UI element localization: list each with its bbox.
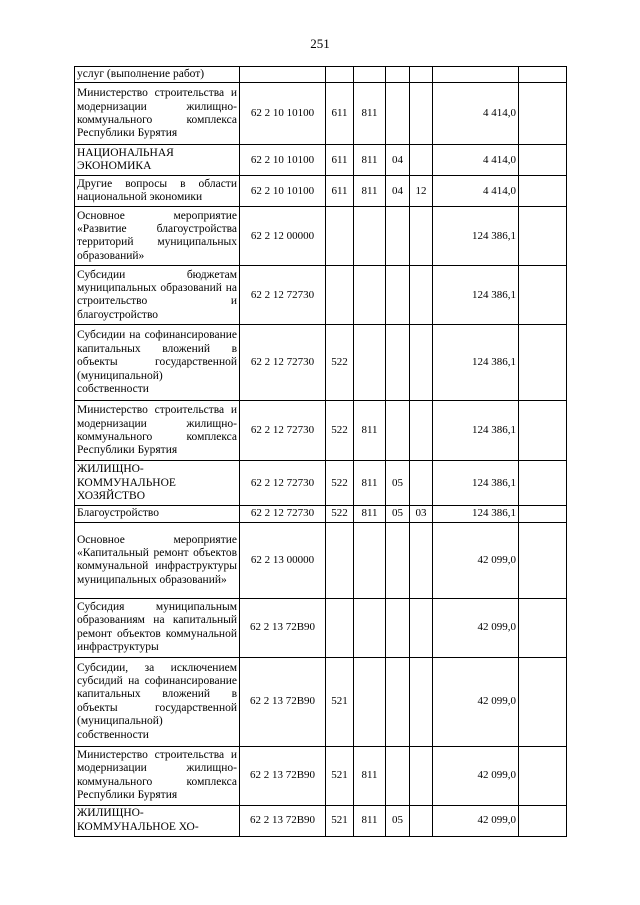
row-extra-cell [519,325,567,401]
row-name: услуг (выполнение работ) [75,67,240,83]
row-sum: 124 386,1 [433,266,519,325]
row-rz [386,401,410,461]
table-row [75,805,567,836]
row-grbs [354,266,386,325]
row-pr [410,401,433,461]
row-grbs [354,598,386,657]
row-vr: 521 [326,657,354,746]
row-grbs: 811 [354,145,386,176]
row-grbs [354,325,386,401]
row-extra-cell [519,207,567,266]
row-vr [326,522,354,598]
row-extra-cell [519,83,567,145]
row-vr: 521 [326,805,354,836]
row-sum: 42 099,0 [433,598,519,657]
row-grbs: 811 [354,506,386,522]
row-name: ЖИЛИЩНО-КОММУНАЛЬНОЕ ХОЗЯЙСТВО [75,461,240,506]
row-name: Субсидии на софинансирование капитальных вложений в объекты государственной (муниципальной) собственности [75,325,240,401]
row-kbk: 62 2 12 72730 [240,461,326,506]
page-number: 251 [310,36,330,51]
row-vr: 522 [326,461,354,506]
row-sum: 42 099,0 [433,805,519,836]
row-vr: 611 [326,145,354,176]
row-kbk: 62 2 13 72В90 [240,805,326,836]
row-pr: 12 [410,176,433,207]
row-grbs: 811 [354,746,386,805]
row-rz [386,325,410,401]
row-extra-cell [519,401,567,461]
row-rz: 04 [386,145,410,176]
table-row [75,506,567,522]
row-kbk: 62 2 13 72В90 [240,598,326,657]
row-sum: 4 414,0 [433,83,519,145]
row-name: Субсидия муниципальным образованиям на капитальный ремонт объектов коммунальной инфраструктуры [75,598,240,657]
row-rz [386,746,410,805]
table-row [75,598,567,657]
row-kbk: 62 2 12 72730 [240,401,326,461]
table-row [75,657,567,746]
row-sum: 42 099,0 [433,522,519,598]
row-pr [410,598,433,657]
table-row [75,207,567,266]
row-sum: 124 386,1 [433,506,519,522]
row-name: Субсидии бюджетам муниципальных образований на строительство и благоустройство [75,266,240,325]
row-name: Субсидии, за исключением субсидий на софинансирование капитальных вложений в объекты государственной (муниципальной) собственности [75,657,240,746]
row-rz [386,522,410,598]
row-grbs [354,207,386,266]
row-sum: 4 414,0 [433,145,519,176]
row-sum [433,67,519,83]
row-sum: 42 099,0 [433,657,519,746]
row-pr: 03 [410,506,433,522]
row-rz [386,598,410,657]
row-kbk: 62 2 13 72В90 [240,657,326,746]
row-grbs: 811 [354,83,386,145]
row-rz: 05 [386,461,410,506]
table-row [75,67,567,83]
row-extra-cell [519,805,567,836]
row-vr: 611 [326,176,354,207]
table-row [75,176,567,207]
row-extra-cell [519,266,567,325]
row-name: ЖИЛИЩНО-КОММУНАЛЬНОЕ ХО- [75,805,240,836]
row-pr [410,266,433,325]
row-vr [326,207,354,266]
row-vr: 521 [326,746,354,805]
row-rz: 04 [386,176,410,207]
row-rz [386,67,410,83]
row-sum: 124 386,1 [433,461,519,506]
row-name: Благоустройство [75,506,240,522]
row-name: Основное мероприятие «Развитие благоустройства территорий муниципальных образований» [75,207,240,266]
row-kbk: 62 2 10 10100 [240,83,326,145]
table-row [75,325,567,401]
row-vr: 522 [326,325,354,401]
row-grbs: 811 [354,401,386,461]
row-kbk [240,67,326,83]
row-extra-cell [519,598,567,657]
row-rz [386,207,410,266]
row-extra-cell [519,522,567,598]
row-kbk: 62 2 12 72730 [240,506,326,522]
table-row [75,266,567,325]
row-kbk: 62 2 13 00000 [240,522,326,598]
row-sum: 124 386,1 [433,401,519,461]
row-pr [410,83,433,145]
row-name: НАЦИОНАЛЬНАЯ ЭКОНОМИКА [75,145,240,176]
row-sum: 124 386,1 [433,207,519,266]
row-vr [326,266,354,325]
row-kbk: 62 2 10 10100 [240,176,326,207]
row-sum: 42 099,0 [433,746,519,805]
row-rz [386,657,410,746]
table-body [75,67,567,837]
row-name: Министерство строительства и модернизации жилищно-коммунального комплекса Республики Бурятия [75,401,240,461]
table-row [75,83,567,145]
row-pr [410,746,433,805]
row-rz: 05 [386,805,410,836]
row-extra-cell [519,506,567,522]
row-extra-cell [519,176,567,207]
row-pr [410,67,433,83]
row-vr: 611 [326,83,354,145]
row-sum: 4 414,0 [433,176,519,207]
row-kbk: 62 2 13 72В90 [240,746,326,805]
row-grbs [354,522,386,598]
table-row [75,401,567,461]
row-grbs: 811 [354,176,386,207]
row-pr [410,657,433,746]
row-grbs: 811 [354,805,386,836]
row-name: Другие вопросы в области национальной экономики [75,176,240,207]
row-vr: 522 [326,506,354,522]
row-name: Министерство строительства и модернизации жилищно-коммунального комплекса Республики Бурятия [75,83,240,145]
row-grbs: 811 [354,461,386,506]
budget-table [74,66,567,837]
row-sum: 124 386,1 [433,325,519,401]
row-extra-cell [519,461,567,506]
row-rz [386,266,410,325]
row-pr [410,145,433,176]
row-grbs [354,657,386,746]
row-vr [326,67,354,83]
row-extra-cell [519,67,567,83]
row-name: Основное мероприятие «Капитальный ремонт объектов коммунальной инфраструктуры муниципальных образований» [75,522,240,598]
row-pr [410,461,433,506]
row-kbk: 62 2 10 10100 [240,145,326,176]
row-extra-cell [519,657,567,746]
row-extra-cell [519,746,567,805]
row-name: Министерство строительства и модернизации жилищно-коммунального комплекса Республики Бурятия [75,746,240,805]
row-kbk: 62 2 12 00000 [240,207,326,266]
row-rz: 05 [386,506,410,522]
table-row [75,522,567,598]
row-pr [410,522,433,598]
row-pr [410,207,433,266]
table-row [75,746,567,805]
row-kbk: 62 2 12 72730 [240,266,326,325]
row-kbk: 62 2 12 72730 [240,325,326,401]
row-grbs [354,67,386,83]
row-pr [410,805,433,836]
row-pr [410,325,433,401]
table-row [75,461,567,506]
row-vr: 522 [326,401,354,461]
row-vr [326,598,354,657]
row-extra-cell [519,145,567,176]
row-rz [386,83,410,145]
table-row [75,145,567,176]
